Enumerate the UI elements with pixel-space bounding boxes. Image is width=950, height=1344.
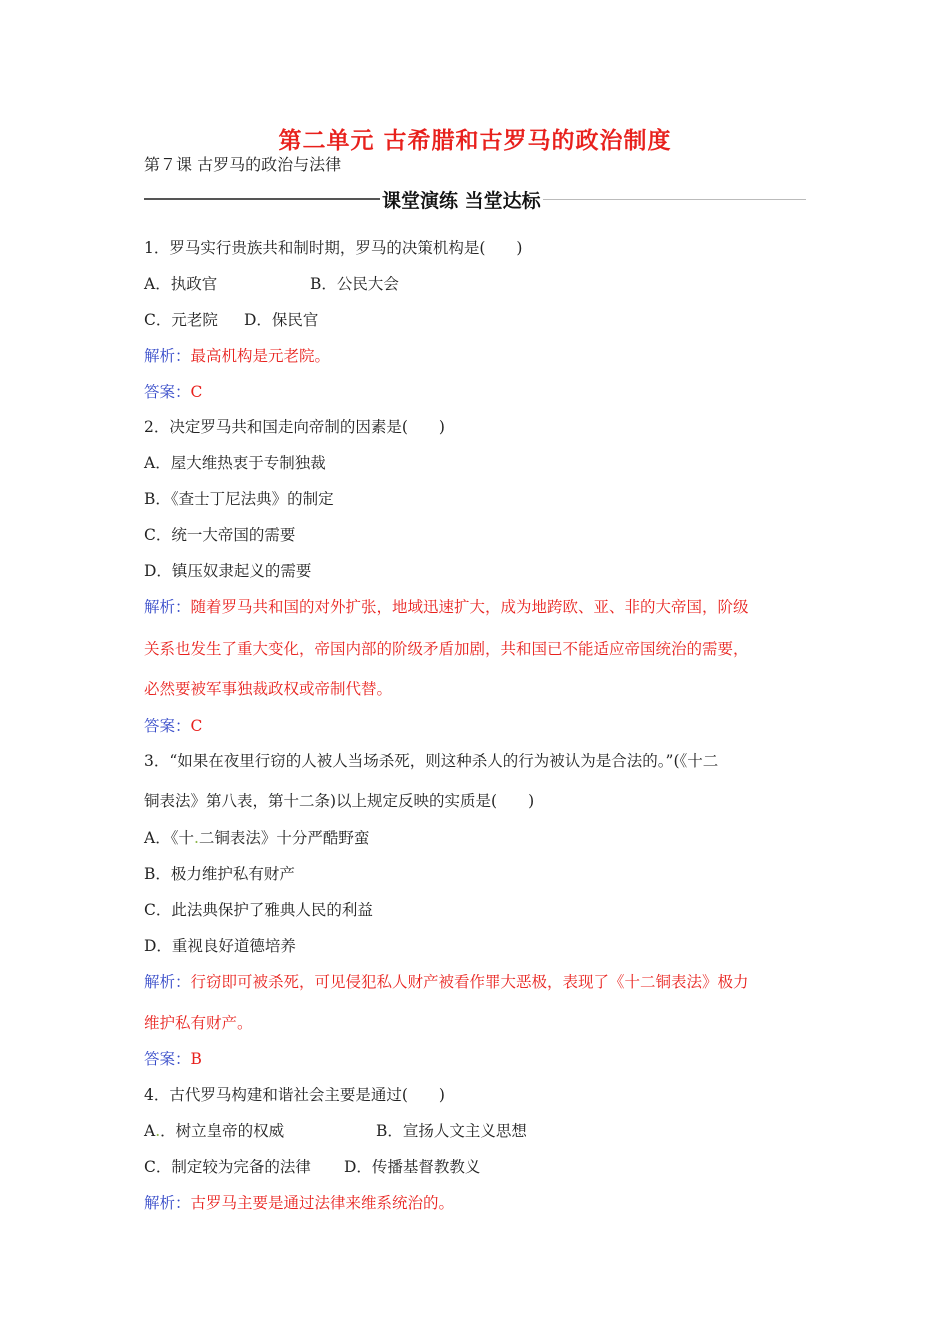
q2-analysis-line2: 关系也发生了重大变化，帝国内部的阶级矛盾加剧，共和国已不能适应帝国统治的需要，: [144, 640, 749, 658]
q2-analysis-line1: [144, 597, 749, 617]
q1-stem: 1．罗马实行贵族共和制时期，罗马的决策机构是( ): [144, 239, 523, 257]
q4-option-c: C．制定较为完备的法律: [144, 1158, 311, 1176]
q3-option-a-part1: A．《十: [144, 829, 194, 847]
q1-option-d: D．保民官: [244, 311, 319, 329]
q3-option-a: [144, 828, 369, 848]
analysis-text: 最高机构是元老院。: [190, 347, 331, 365]
q4-option-a-part1: A: [144, 1122, 156, 1140]
q3-answer: [144, 1049, 202, 1069]
q1-option-c: C．元老院: [144, 311, 218, 329]
analysis-text: 古罗马主要是通过法律来维系统治的。: [190, 1194, 455, 1212]
q1-option-a: A．执政官: [144, 275, 218, 293]
q2-option-c: C．统一大帝国的需要: [144, 526, 296, 544]
section-rule-left: [144, 198, 380, 200]
answer-value: C: [190, 717, 203, 735]
analysis-text: 行窃即可被杀死，可见侵犯私人财产被看作罪大恶极，表现了《十二铜表法》极力: [190, 973, 749, 991]
section-rule-right: [543, 199, 806, 200]
section-label: 课堂演练 当堂达标: [382, 189, 541, 212]
q3-analysis-line1: [144, 972, 749, 992]
q3-analysis-line2: 维护私有财产。: [144, 1014, 253, 1032]
answer-label: 答案：: [144, 1050, 191, 1068]
q4-option-b: B．宣扬人文主义思想: [376, 1122, 527, 1140]
lesson-title: 第７课 古罗马的政治与法律: [144, 155, 342, 174]
q2-option-a: A．屋大维热衷于专制独裁: [144, 454, 326, 472]
q2-option-b: B．《查士丁尼法典》的制定: [144, 490, 334, 508]
q4-stem: 4．古代罗马构建和谐社会主要是通过( ): [144, 1086, 445, 1104]
mark-dot: .: [193, 829, 199, 847]
analysis-label: 解析：: [144, 1194, 191, 1212]
mark-dot: .: [155, 1122, 161, 1140]
q3-option-c: C．此法典保护了雅典人民的利益: [144, 901, 373, 919]
analysis-text: 随着罗马共和国的对外扩张，地域迅速扩大，成为地跨欧、亚、非的大帝国，阶级: [190, 598, 749, 616]
q2-answer: [144, 716, 202, 736]
q3-option-b: B．极力维护私有财产: [144, 865, 295, 883]
q4-option-a-part2: ．树立皇帝的权威: [160, 1122, 285, 1140]
q2-analysis-line3: 必然要被军事独裁政权或帝制代替。: [144, 680, 393, 698]
unit-title: 第二单元 古希腊和古罗马的政治制度: [278, 127, 672, 154]
q3-option-a-part2: 二铜表法》十分严酷野蛮: [198, 829, 370, 847]
q1-analysis: [144, 346, 330, 366]
q3-stem-line2: 铜表法》第八表，第十二条)以上规定反映的实质是( ): [144, 792, 535, 810]
analysis-label: 解析：: [144, 598, 191, 616]
q1-answer: [144, 382, 202, 402]
answer-value: C: [190, 383, 203, 401]
analysis-label: 解析：: [144, 973, 191, 991]
answer-label: 答案：: [144, 717, 191, 735]
q4-analysis: [144, 1193, 454, 1213]
q2-stem: 2．决定罗马共和国走向帝制的因素是( ): [144, 418, 445, 436]
q3-stem-line1: 3．“如果在夜里行窃的人被人当场杀死，则这种杀人的行为被认为是合法的。”(《十二: [144, 752, 719, 770]
answer-value: B: [190, 1050, 202, 1068]
q1-option-b: B．公民大会: [310, 275, 399, 293]
answer-label: 答案：: [144, 383, 191, 401]
q4-option-d: D．传播基督教教义: [344, 1158, 481, 1176]
q2-option-d: D．镇压奴隶起义的需要: [144, 562, 312, 580]
analysis-label: 解析：: [144, 347, 191, 365]
q4-option-a: [144, 1121, 284, 1141]
q3-option-d: D．重视良好道德培养: [144, 937, 296, 955]
section-header: [144, 184, 806, 214]
